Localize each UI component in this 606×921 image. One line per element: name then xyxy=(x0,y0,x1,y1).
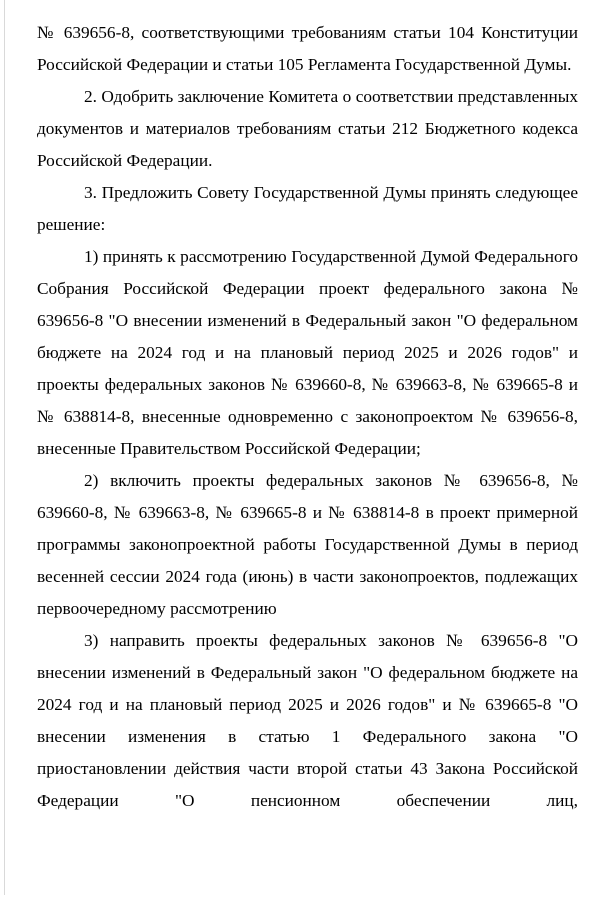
document-body xyxy=(37,17,578,817)
paragraph-continuation: № 639656-8, соответствующими требованиям статьи 104 Конституции Российской Федерации и статьи 105 Регламента Государственной Думы. xyxy=(37,23,578,74)
subparagraph-1: 1) принять к рассмотрению Государственной Думой Федерального Собрания Российской Федерации проект федерального закона № 639656-8 "О внесении изменений в Федеральный закон "О федеральном бюджете на 2024 год и на плановый период 2025 и 2026 годов" и проекты федеральных законов № 639660-8, № 639663-8, № 639665-8 и № 638814-8, внесенные одновременно с законопроектом № 639656-8, внесенные Правительством Российской Федерации; xyxy=(37,247,578,458)
subparagraph-3: 3) направить проекты федеральных законов № 639656-8 "О внесении изменений в Федеральный закон "О федеральном бюджете на 2024 год и на плановый период 2025 и 2026 годов" и № 639665-8 "О внесении изменения в статью 1 Федерального закона "О приостановлении действия части второй статьи 43 Закона Российской Федерации "О пенсионном обеспечении лиц, xyxy=(37,631,578,810)
paragraph-item-3: 3. Предложить Совету Государственной Думы принять следующее решение: xyxy=(37,183,578,234)
page-left-border xyxy=(4,0,5,895)
paragraph-item-2: 2. Одобрить заключение Комитета о соответствии представленных документов и материалов требованиям статьи 212 Бюджетного кодекса Российской Федерации. xyxy=(37,87,578,170)
subparagraph-2: 2) включить проекты федеральных законов № 639656-8, № 639660-8, № 639663-8, № 639665-8 и № 638814-8 в проект примерной программы законопроектной работы Государственной Думы в период весенней сессии 2024 года (июнь) в части законопроектов, подлежащих первоочередному рассмотрению xyxy=(37,471,578,618)
